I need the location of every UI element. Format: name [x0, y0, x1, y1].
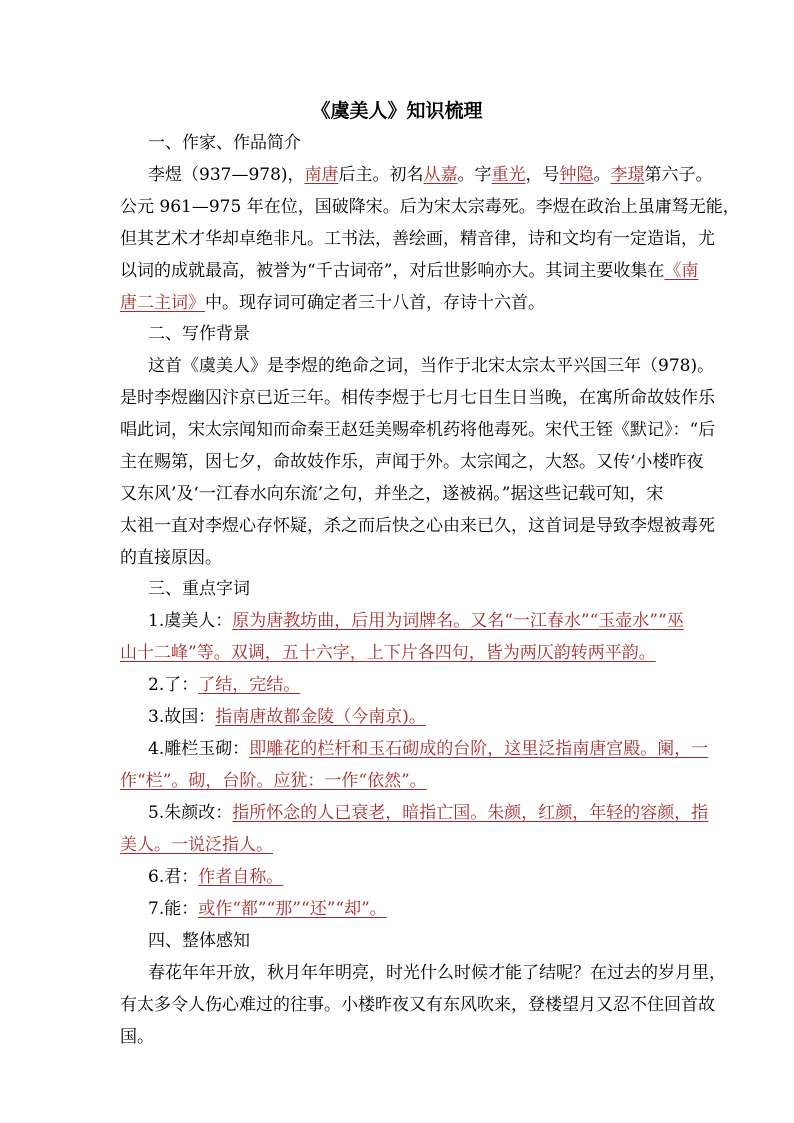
- intro-text: 李煜（937—978)，: [148, 165, 305, 185]
- keyword-congjia: 从嘉: [423, 165, 458, 185]
- intro-text: 。字: [457, 165, 492, 185]
- background-line-1: 这首《虞美人》是李煜的绝命之词，当作于北宋太宗太平兴国三年（978)。: [148, 356, 715, 376]
- background-line-6: 太祖一直对李煜心存怀疑，杀之而后快之心由来已久，这首词是导致李煜被毒死: [120, 516, 715, 536]
- word-definition: 山十二峰”等。双调，五十六字，上下片各四句，皆为两仄韵转两平韵。: [120, 643, 656, 663]
- keyword-zhongyin: 钟隐: [559, 165, 594, 185]
- word-label: 4.雕栏玉砌：: [148, 739, 250, 759]
- word-definition: 美人。一说泛指人。: [120, 835, 273, 855]
- overview-line-2: 有太多令人伤心难过的往事。小楼昨夜又有东风吹来，登楼望月又忍不住回首故: [120, 995, 715, 1015]
- word-label: 6.君：: [148, 867, 199, 887]
- background-line-3: 唱此词，宋太宗闻知而命秦王赵廷美赐牵机药将他毒死。宋代王铚《默记》：“后: [120, 420, 716, 440]
- intro-text: 以词的成就最高，被誉为“千古词帝”，对后世影响亦大。其词主要收集在: [120, 261, 665, 281]
- word-definition: 了结，完结。: [198, 675, 301, 695]
- word-label: 7.能：: [148, 899, 199, 919]
- keyword-chongguang: 重光: [491, 165, 526, 185]
- intro-text: 中。现存词可确定者三十八首，存诗十六首。: [205, 293, 545, 313]
- keyword-book-title: 唐二主词》: [120, 293, 205, 313]
- background-line-7: 的直接原因。: [120, 548, 222, 568]
- intro-text: 。: [593, 165, 611, 185]
- word-definition: 作者自称。: [198, 867, 284, 887]
- word-item-7: [148, 898, 387, 920]
- word-item-5-cont: [120, 834, 273, 856]
- word-label: 5.朱颜改：: [148, 803, 233, 823]
- intro-line-3: 但其艺术才华却卓绝非凡。工书法，善绘画，精音律，诗和文均有一定造诣，尤: [120, 229, 715, 249]
- word-item-4-cont: [120, 770, 427, 792]
- word-item-1-cont: [120, 642, 656, 664]
- word-label: 2.了：: [148, 675, 199, 695]
- intro-text: 第六子。: [644, 165, 713, 185]
- word-definition: 原为唐教坊曲，后用为词牌名。又名“一江春水”“玉壶水”“巫: [232, 611, 684, 631]
- word-item-5: [148, 802, 708, 824]
- section-heading-overview: 四、整体感知: [148, 931, 250, 951]
- intro-line-5: [120, 292, 545, 314]
- background-line-2: 是时李煜幽囚汴京已近三年。相传李煜于七月七日生日当晚，在寓所命故妓作乐: [120, 388, 715, 408]
- word-definition: 即雕花的栏杆和玉石砌成的台阶，这里泛指南唐宫殿。阑，一: [249, 739, 709, 759]
- intro-line-4: [120, 260, 698, 282]
- intro-text: 后主。初名: [338, 165, 424, 185]
- keyword-lijing: 李璟: [610, 165, 645, 185]
- word-label: 1.虞美人：: [148, 611, 233, 631]
- word-definition: 或作“都”“那”“还”“却”。: [198, 899, 387, 919]
- intro-line-2: 公元 961—975 年在位，国破降宋。后为宋太宗毒死。李煜在政治上虽庸驽无能，: [120, 197, 740, 217]
- word-item-1: [148, 610, 684, 632]
- word-item-3: [148, 706, 426, 728]
- section-heading-author: 一、作家、作品简介: [148, 133, 301, 153]
- keyword-book-title: 《南: [664, 261, 699, 281]
- word-definition: 指所怀念的人已衰老，暗指亡国。朱颜，红颜，年轻的容颜，指: [232, 803, 709, 823]
- word-label: 3.故国：: [148, 707, 216, 727]
- background-line-4: 主在赐第，因七夕，命故妓作乐，声闻于外。太宗闻之，大怒。又传‘小楼昨夜: [120, 452, 704, 472]
- intro-line-1: [148, 164, 713, 186]
- page-title: 《虞美人》知识梳理: [311, 100, 483, 122]
- background-line-5: 又东风’及‘一江春水向东流’之句，并坐之，遂被祸。”据这些记载可知，宋: [120, 484, 664, 504]
- word-item-6: [148, 866, 283, 888]
- section-heading-words: 三、重点字词: [148, 579, 250, 599]
- word-item-4: [148, 738, 708, 760]
- keyword-nantang: 南唐: [304, 165, 339, 185]
- word-definition: 指南唐故都金陵（今南京)。: [215, 707, 426, 727]
- word-definition: 作“栏”。砌，台阶。应犹：一作“依然”。: [120, 771, 427, 791]
- overview-line-1: 春花年年开放，秋月年年明亮，时光什么时候才能了结呢？在过去的岁月里，: [148, 963, 726, 983]
- intro-text: ，号: [525, 165, 560, 185]
- overview-line-3: 国。: [120, 1027, 154, 1047]
- section-heading-background: 二、写作背景: [148, 324, 250, 344]
- word-item-2: [148, 674, 300, 696]
